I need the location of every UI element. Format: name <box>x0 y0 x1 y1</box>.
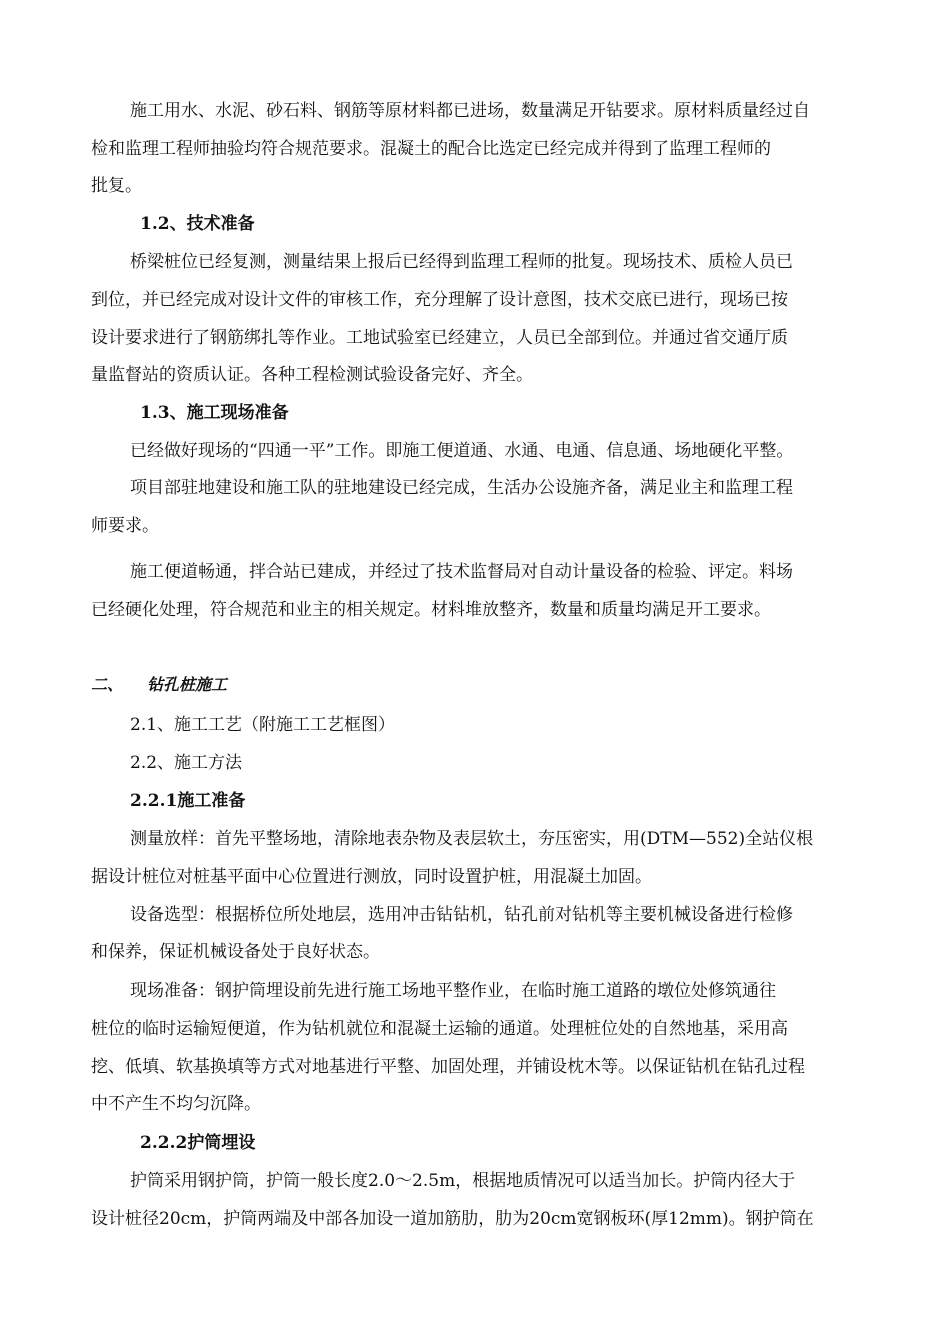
chapter-title: 钻孔桩施工 <box>147 675 228 694</box>
paragraph-line: 设备选型：根据桥位所处地层，选用冲击钻钻机，钻孔前对钻机等主要机械设备进行检修 <box>130 905 793 925</box>
subsection-heading: 2.2.2护筒埋设 <box>140 1133 256 1153</box>
paragraph-line: 检和监理工程师抽验均符合规范要求。混凝土的配合比选定已经完成并得到了监理工程师的 <box>91 139 771 159</box>
section-heading: 2.1、施工工艺（附施工工艺框图） <box>130 715 396 735</box>
paragraph-line: 护筒采用钢护筒，护筒一般长度2.0～2.5m，根据地质情况可以适当加长。护筒内径大于 <box>130 1171 796 1191</box>
paragraph-line: 到位，并已经完成对设计文件的审核工作，充分理解了设计意图，技术交底已进行，现场已按 <box>91 290 788 310</box>
paragraph-line: 项目部驻地建设和施工队的驻地建设已经完成，生活办公设施齐备，满足业主和监理工程 <box>130 478 793 498</box>
subsection-heading: 2.2.1施工准备 <box>130 791 246 811</box>
paragraph-line: 已经硬化处理，符合规范和业主的相关规定。材料堆放整齐，数量和质量均满足开工要求。 <box>91 600 771 620</box>
paragraph-line: 师要求。 <box>91 516 159 536</box>
paragraph-line: 已经做好现场的“四通一平”工作。即施工便道通、水通、电通、信息通、场地硬化平整。 <box>130 441 794 461</box>
paragraph-line: 和保养，保证机械设备处于良好状态。 <box>91 942 380 962</box>
section-heading: 2.2、施工方法 <box>130 753 243 773</box>
paragraph-line: 设计要求进行了钢筋绑扎等作业。工地试验室已经建立，人员已全部到位。并通过省交通厅质 <box>91 328 788 348</box>
paragraph-line: 桩位的临时运输短便道，作为钻机就位和混凝土运输的通道。处理桩位处的自然地基，采用高 <box>91 1019 788 1039</box>
paragraph-line: 测量放样：首先平整场地，清除地表杂物及表层软土，夯压密实，用(DTM—552)全站仪根 <box>130 829 814 849</box>
paragraph-line: 批复。 <box>91 176 142 196</box>
paragraph-line: 设计桩径20cm，护筒两端及中部各加设一道加筋肋，肋为20cm宽钢板环(厚12mm)。钢护筒在 <box>91 1209 814 1229</box>
paragraph-line: 据设计桩位对桩基平面中心位置进行测放，同时设置护桩，用混凝土加固。 <box>91 867 652 887</box>
paragraph-line: 中不产生不均匀沉降。 <box>91 1094 261 1114</box>
paragraph-line: 桥梁桩位已经复测，测量结果上报后已经得到监理工程师的批复。现场技术、质检人员已 <box>130 252 793 272</box>
paragraph-line: 现场准备：钢护筒埋设前先进行施工场地平整作业，在临时施工道路的墩位处修筑通往 <box>130 981 776 1001</box>
chapter-number: 二、 <box>91 675 124 694</box>
paragraph-line: 施工用水、水泥、砂石料、钢筋等原材料都已进场，数量满足开钻要求。原材料质量经过自 <box>130 101 810 121</box>
section-heading: 1.2、技术准备 <box>140 214 255 234</box>
paragraph-line: 挖、低填、软基换填等方式对地基进行平整、加固处理，并铺设枕木等。以保证钻机在钻孔过程 <box>91 1057 805 1077</box>
paragraph-line: 施工便道畅通，拌合站已建成，并经过了技术监督局对自动计量设备的检验、评定。料场 <box>130 562 793 582</box>
paragraph-line: 量监督站的资质认证。各种工程检测试验设备完好、齐全。 <box>91 365 533 385</box>
section-heading: 1.3、施工现场准备 <box>140 403 289 423</box>
